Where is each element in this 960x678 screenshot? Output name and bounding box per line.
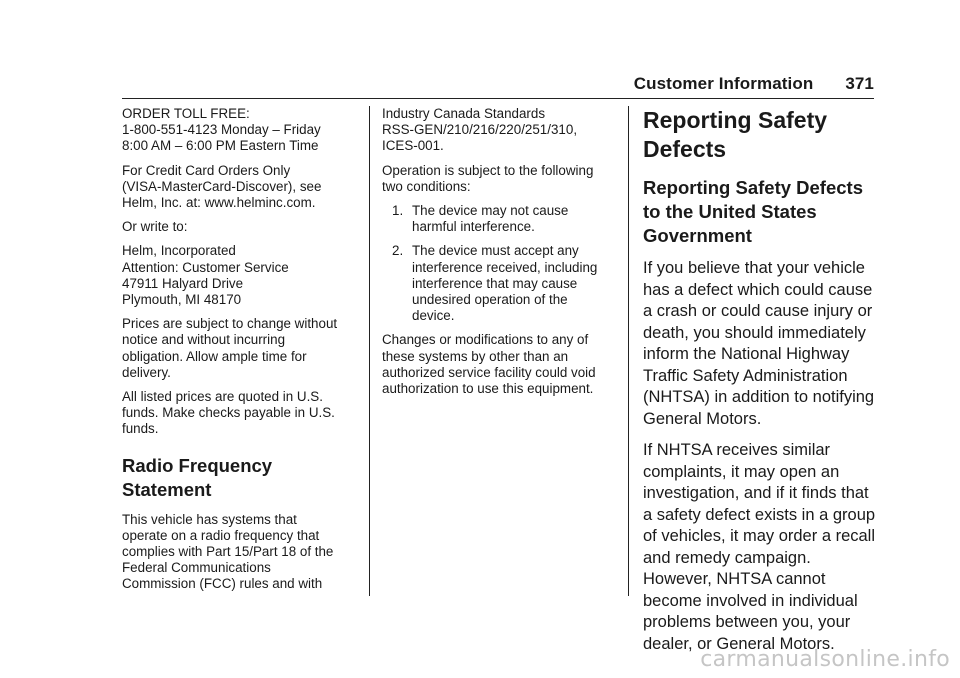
text-line: dealer, or General Motors. (643, 634, 835, 653)
text-line: complies with Part 15/Part 18 of the (122, 544, 334, 560)
conditions-list (382, 203, 618, 324)
text-line: Operation is subject to the following (382, 162, 594, 178)
text-line: problems between you, your (643, 613, 851, 631)
page-header (634, 72, 874, 96)
list-number: 2. (392, 243, 404, 259)
heading-line: Radio Frequency (122, 454, 273, 476)
text-line: 8:00 AM – 6:00 PM Eastern Time (122, 138, 319, 154)
text-line: Prices are subject to change without (122, 316, 338, 332)
text-line: these systems by other than an (382, 348, 569, 364)
text-line: of vehicles, it may order a recall (643, 527, 876, 545)
text-line: interference that may cause (412, 275, 578, 291)
heading-line: Reporting Safety (643, 107, 828, 133)
radio-frequency-paragraph (122, 512, 362, 593)
text-line: However, NHTSA cannot (643, 570, 826, 588)
text-line: Helm, Incorporated (122, 243, 236, 259)
text-line: investigation, and if it finds that (643, 484, 869, 502)
reporting-safety-defects-heading (643, 106, 875, 164)
heading-line: Reporting Safety Defects (643, 177, 863, 198)
text-line: The device may not cause (412, 203, 569, 219)
text-line: Traffic Safety Administration (643, 366, 848, 385)
header-rule (122, 98, 874, 99)
changes-paragraph (382, 332, 618, 397)
column-divider-1 (369, 106, 370, 596)
write-to-paragraph (122, 219, 362, 235)
text-line: inform the National Highway (643, 345, 850, 363)
text-line: Or write to: (122, 219, 188, 235)
list-number: 1. (392, 203, 404, 219)
text-line: Attention: Customer Service (122, 259, 289, 275)
page-number: 371 (845, 74, 874, 93)
prices-paragraph (122, 316, 362, 381)
text-line: This vehicle has systems that (122, 511, 297, 527)
text-line: All listed prices are quoted in U.S. (122, 389, 323, 405)
text-line: harmful interference. (412, 219, 535, 235)
radio-frequency-heading (122, 454, 362, 502)
list-item (382, 203, 618, 235)
text-line: funds. (122, 421, 159, 437)
text-line: ICES-001. (382, 138, 444, 154)
text-line: Industry Canada Standards (382, 106, 546, 121)
heading-line: Defects (643, 136, 727, 162)
address-paragraph (122, 243, 362, 308)
text-line: become involved in individual (643, 591, 858, 610)
text-line: operate on a radio frequency that (122, 527, 320, 543)
text-line: Changes or modifications to any of (382, 332, 589, 348)
us-government-heading (643, 176, 875, 248)
text-line: funds. Make checks payable in U.S. (122, 405, 335, 421)
text-line: RSS-GEN/210/216/220/251/310, (382, 122, 578, 138)
text-line: complaints, it may open an (643, 462, 840, 481)
text-line: (VISA-MasterCard-Discover), see (122, 178, 322, 194)
text-line: and remedy campaign. (643, 548, 811, 567)
heading-line: Government (643, 225, 752, 246)
text-line: authorization to use this equipment. (382, 381, 594, 397)
column-divider-2 (628, 106, 629, 596)
text-line: delivery. (122, 364, 171, 380)
text-line: notice and without incurring (122, 332, 286, 348)
text-line: death, you should immediately (643, 323, 866, 342)
heading-line: to the United States (643, 201, 817, 222)
defect-belief-paragraph (643, 258, 875, 430)
funds-paragraph (122, 389, 362, 438)
text-line: ORDER TOLL FREE: (122, 106, 250, 121)
text-line: 1-800-551-4123 Monday – Friday (122, 122, 321, 138)
text-line: authorized service facility could void (382, 364, 596, 380)
conditions-paragraph (382, 163, 618, 195)
list-item (382, 243, 618, 324)
text-line: a safety defect exists in a group (643, 505, 876, 524)
column-left (122, 106, 362, 601)
heading-line: Statement (122, 478, 212, 500)
text-line: device. (412, 308, 455, 324)
credit-card-paragraph (122, 163, 362, 212)
column-right (643, 106, 875, 665)
text-line: For Credit Card Orders Only (122, 162, 291, 178)
column-middle (382, 106, 618, 405)
text-line: If NHTSA receives similar (643, 441, 831, 459)
text-line: has a defect which could cause (643, 280, 873, 299)
text-line: Plymouth, MI 48170 (122, 292, 242, 308)
text-line: Helm, Inc. at: www.helminc.com. (122, 195, 316, 211)
section-title: Customer Information (633, 74, 814, 93)
text-line: Commission (FCC) rules and with (122, 576, 323, 592)
text-line: The device must accept any (412, 243, 579, 259)
text-line: General Motors. (643, 409, 762, 428)
watermark: carmanualsonline.info (700, 647, 950, 672)
text-line: a crash or could cause injury or (643, 302, 873, 320)
text-line: Federal Communications (122, 560, 271, 576)
text-line: two conditions: (382, 178, 471, 194)
text-line: obligation. Allow ample time for (122, 348, 307, 364)
nhtsa-complaints-paragraph (643, 440, 875, 655)
text-line: undesired operation of the (412, 292, 568, 308)
text-line: If you believe that your vehicle (643, 259, 865, 277)
order-toll-free-paragraph (122, 106, 362, 155)
text-line: 47911 Halyard Drive (122, 275, 244, 291)
text-line: (NHTSA) in addition to notifying (643, 388, 875, 406)
text-line: interference received, including (412, 259, 598, 275)
industry-canada-paragraph (382, 106, 618, 155)
